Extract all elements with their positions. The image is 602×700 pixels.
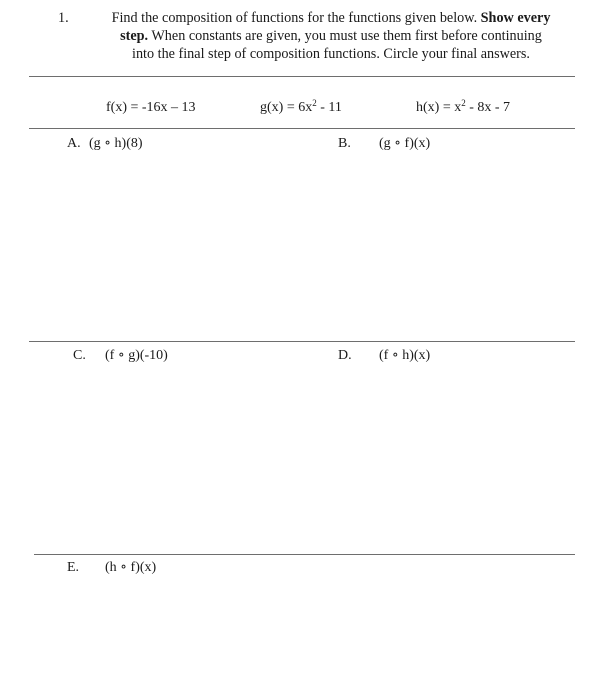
- divider-top: [29, 76, 575, 77]
- divider-functions: [29, 128, 575, 129]
- instruction-line3: into the final step of composition functions. Circle your final answers.: [132, 46, 530, 62]
- part-b-expression: (g ∘ f)(x): [379, 136, 431, 151]
- part-a-label: A.: [67, 136, 81, 151]
- divider-middle: [29, 341, 575, 342]
- part-d-label: D.: [338, 348, 352, 363]
- part-e-expression: (h ∘ f)(x): [105, 560, 157, 575]
- instruction-line2-plain: When constants are given, you must use them first before continuing: [151, 28, 542, 44]
- part-c-label: C.: [73, 348, 86, 363]
- function-g: $g(x) = 6x^2 - 11$: [260, 98, 342, 115]
- question-number: 1.: [58, 10, 69, 26]
- question-text: [84, 9, 578, 63]
- instruction-line1-plain: Find the composition of functions for the functions given below.: [111, 10, 478, 26]
- part-e-label: E.: [67, 560, 80, 575]
- part-b-label: B.: [338, 136, 351, 151]
- part-a-expression: (g ∘ h)(8): [89, 136, 143, 151]
- function-f: f(x) = -16x – 13: [106, 100, 196, 115]
- divider-bottom: [34, 554, 575, 555]
- instruction-line2-bold: step.: [120, 28, 149, 44]
- part-d-expression: (f ∘ h)(x): [379, 348, 431, 363]
- part-c-expression: (f ∘ g)(-10): [105, 348, 168, 363]
- instruction-line1-bold: Show every: [480, 10, 551, 26]
- function-h: $h(x) = x^2 - 8x - 7$: [416, 98, 511, 115]
- question-instructions: [58, 9, 578, 63]
